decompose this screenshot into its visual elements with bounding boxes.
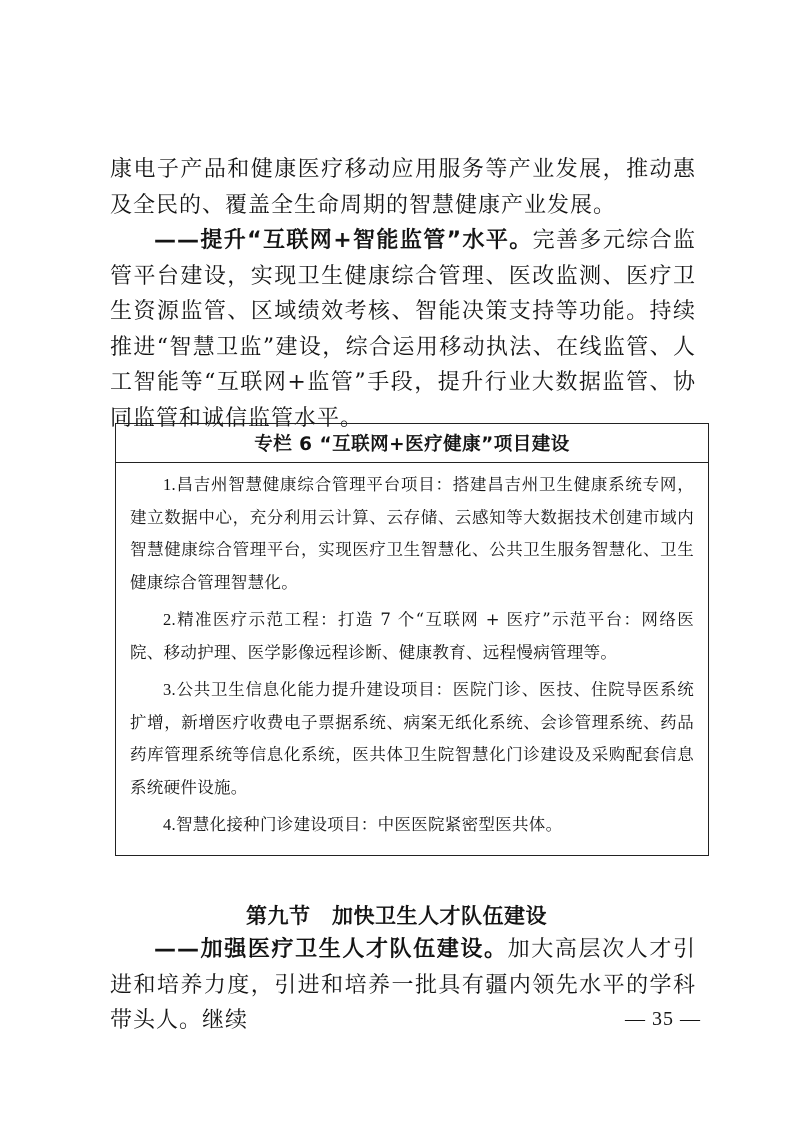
item-text: 公共卫生信息化能力提升建设项目：医院门诊、医技、住院导医系统扩增，新增医疗收费电子票据系统、病案无纸化系统、会诊管理系统、药品药库管理系统等信息化系统，医共体卫生院智慧化门诊建设及采购配套信息系统硬件设施。 xyxy=(130,680,694,797)
project-item-1 xyxy=(130,469,694,599)
project-item-4 xyxy=(130,809,694,842)
item-number: 4. xyxy=(163,815,176,834)
section-heading: 第九节 加快卫生人才队伍建设 xyxy=(246,904,547,928)
body-paragraph-3 xyxy=(110,932,696,1039)
body-paragraph-2 xyxy=(110,223,696,436)
body-paragraph-1: 康电子产品和健康医疗移动应用服务等产业发展，推动惠及全民的、覆盖全生命周期的智慧健康产业发展。 xyxy=(110,157,696,218)
page-number: — 35 — xyxy=(625,1008,701,1030)
project-item-3 xyxy=(130,674,694,804)
project-column-box xyxy=(115,423,709,856)
item-text: 精准医疗示范工程：打造 7 个“互联网 + 医疗”示范平台：网络医院、移动护理、医学影像远程诊断、健康教育、远程慢病管理等。 xyxy=(130,610,694,662)
paragraph-body-text: 完善多元综合监管平台建设，实现卫生健康综合管理、医改监测、医疗卫生资源监管、区域绩效考核、智能决策支持等功能。持续推进“智慧卫监”建设，综合运用移动执法、在线监管、人工智能等“互联网+监管”手段，提升行业大数据监管、协同监管和诚信监管水平。 xyxy=(110,228,696,431)
item-number: 3. xyxy=(163,680,176,699)
project-item-2 xyxy=(130,604,694,669)
item-text: 智慧化接种门诊建设项目：中医医院紧密型医共体。 xyxy=(175,815,563,834)
paragraph-body-text: 加大高层次人才引进和培养力度，引进和培养一批具有疆内领先水平的学科带头人。继续 xyxy=(110,937,696,1033)
box-body xyxy=(116,463,708,842)
box-title: 专栏 6 “互联网+医疗健康”项目建设 xyxy=(116,424,708,463)
item-number: 2. xyxy=(163,610,176,629)
paragraph-lead-heading: ——加强医疗卫生人才队伍建设。 xyxy=(154,937,508,962)
paragraph-lead-heading: ——提升“互联网+智能监管”水平。 xyxy=(154,228,533,253)
item-number: 1. xyxy=(163,475,176,494)
item-text: 昌吉州智慧健康综合管理平台项目：搭建昌吉州卫生健康系统专网，建立数据中心，充分利用云计算、云存储、云感知等大数据技术创建市域内智慧健康综合管理平台，实现医疗卫生智慧化、公共卫生服务智慧化、卫生健康综合管理智慧化。 xyxy=(130,475,694,592)
